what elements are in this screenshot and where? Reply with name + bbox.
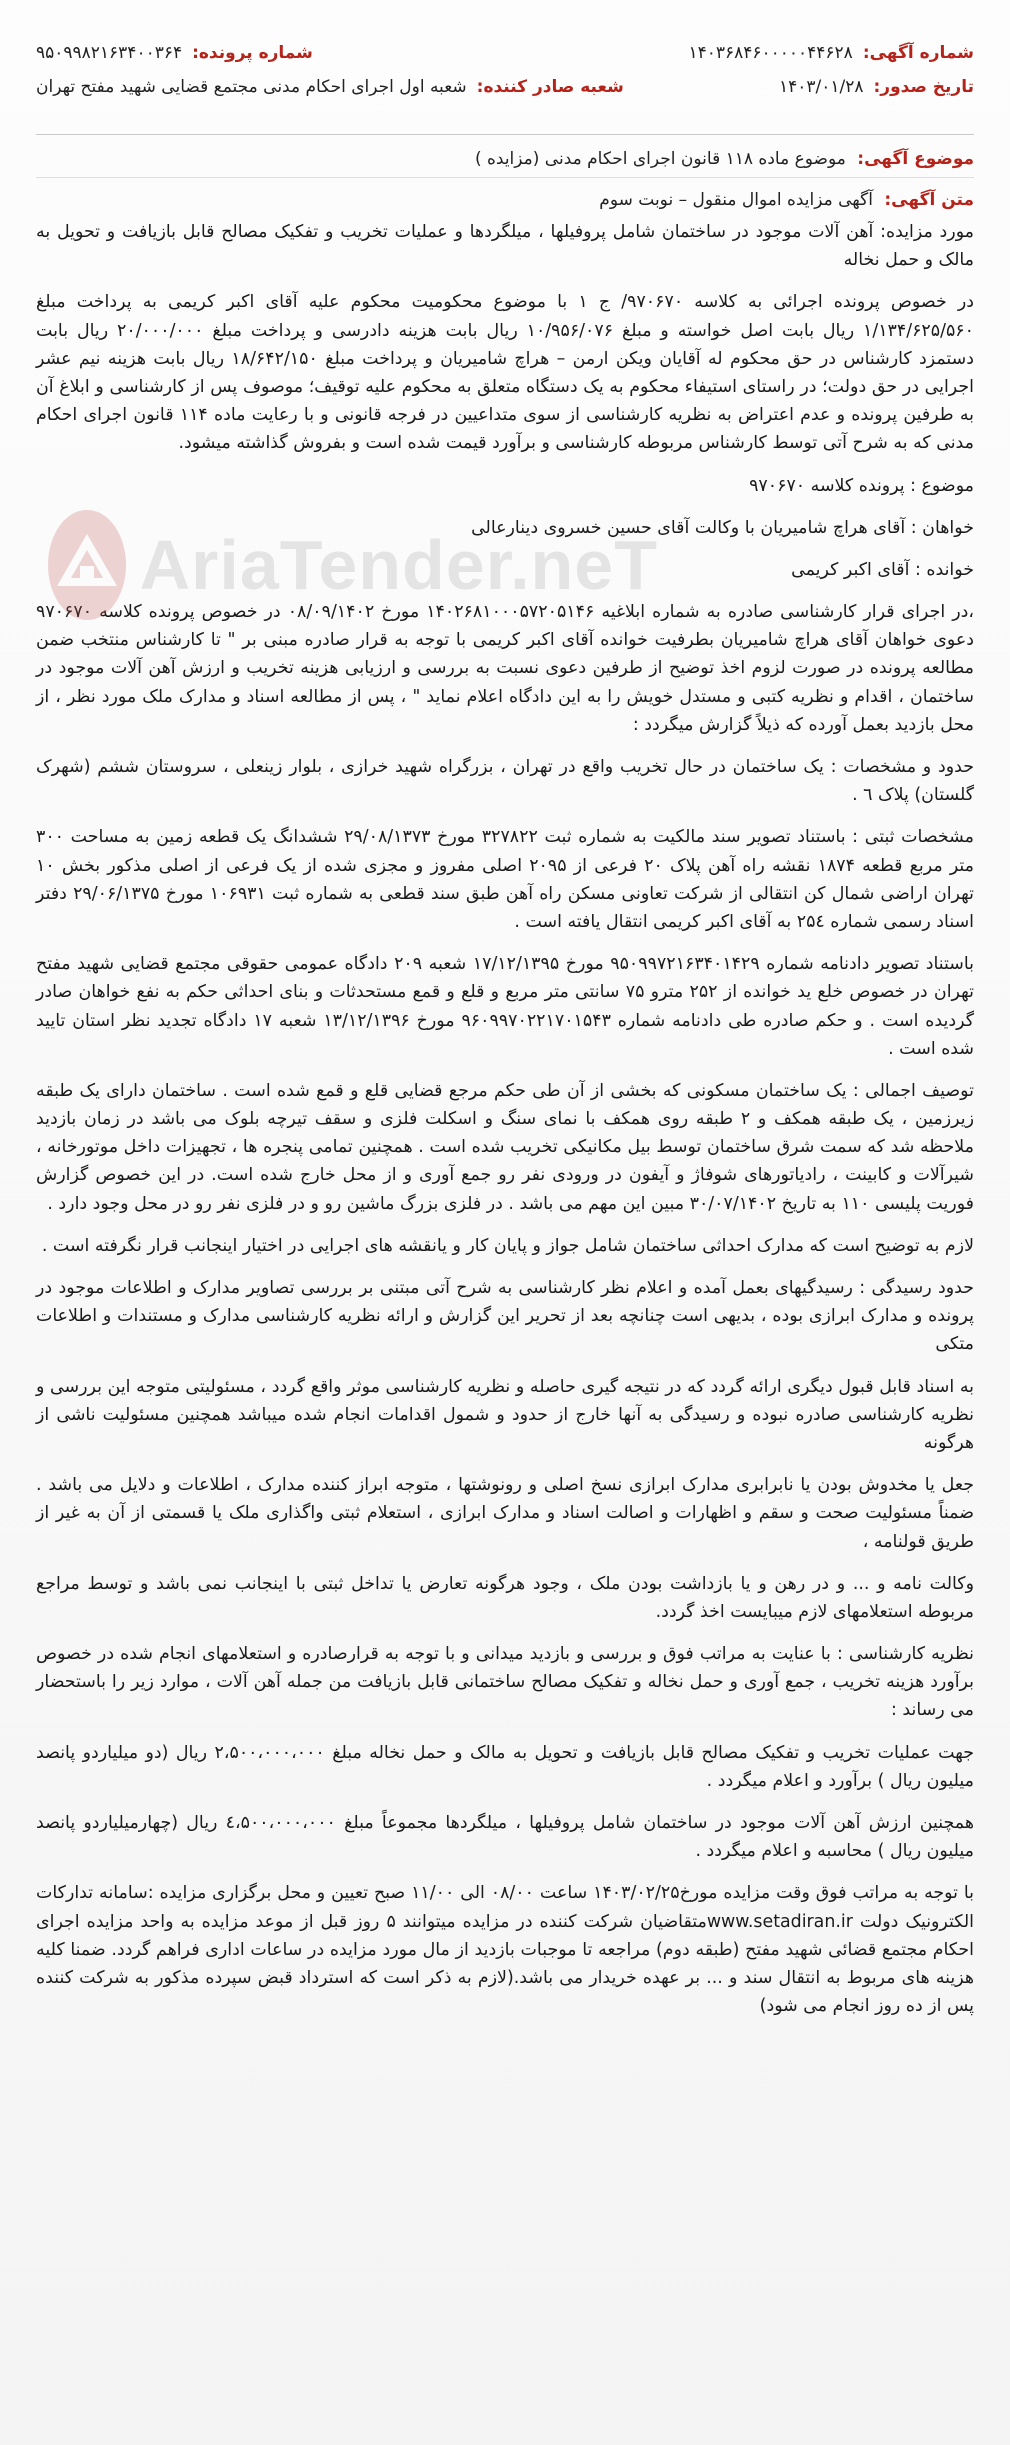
paragraph: حدود و مشخصات : یک ساختمان در حال تخریب واقع در تهران ، بزرگراه شهید خرازی ، بلوار زینعلی ، سروستان ششم (شهرک گلستان) پلاک ٦ . [36,757,974,806]
paragraph: وکالت نامه و ... و در رهن و یا بازداشت بودن ملک ، وجود هرگونه تعارض یا تداخل ثبتی با اینجانب نمی باشد و توسط مراجع مربوطه استعلامهای لازم میبایست اخذ گردد. [36,1573,974,1622]
paragraph: نظریه کارشناسی : با عنایت به مراتب فوق و بررسی و بازدید میدانی و با توجه به قرارصادره و استعلامهای انجام شده در خصوص برآورد هزینه تخریب ، جمع آوری و حمل نخاله و تفکیک مصالح ساختمانی قابل بازیافت من جمله آهن آلات ، موارد زیر را باستحضار می رساند : [36,1644,974,1721]
paragraph: باستناد تصویر دادنامه شماره ۹۵۰۹۹۷۲۱۶۳۴۰۱۴۲۹ مورخ ۱۷/۱۲/۱۳۹۵ شعبه ۲۰۹ دادگاه عمومی حقوقی مجتمع قضایی شهید مفتح تهران در خصوص خلع ید خوانده از ۲۵۲ مترو ۷۵ سانتی متر مربع و قلع و قمع مستحدثات و بنای احداثی حکم به نفع خواهان صادر گردیده است . و حکم صادره طی دادنامه شماره ۹۶۰۹۹۷۰۲۲۱۷۰۱۵۴۳ مورخ ۱۳/۱۲/۱۳۹۶ شعبه ۱۷ دادگاه تجدید نظر استان تایید شده است . [36,954,975,1059]
issue-date-value: ۱۴۰۳/۰۱/۲۸ [778,77,864,97]
paragraph: حدود رسیدگی : رسیدگیهای بعمل آمده و اعلام نظر کارشناسی به شرح آتی مبتنی بر بررسی تصاویر مدارک و اطلاعات موجود در پرونده و مدارک ابرازی بوده ، بدیهی است چنانچه بعد از تحریر این گزارش و ارائه نظریه کارشناسی مدارک و مستندات و اطلاعات متکی [36,1278,974,1355]
paragraph: موضوع : پرونده کلاسه ۹۷۰۶۷۰ [749,475,974,496]
issue-date-label: تاریخ صدور: [873,77,974,97]
text-title-label: متن آگهی: [884,190,974,210]
case-number [36,43,313,63]
meta-row-2 [36,70,974,104]
subject-label: موضوع آگهی: [857,149,974,169]
paragraph: با توجه به مراتب فوق وقت مزایده مورخ۱۴۰۳/۰۲/۲۵ ساعت ۰۸/۰۰ الی ۱۱/۰۰ صبح تعیین و محل برگزاری مزایده :سامانه تدارکات الکترونیک دولت www.setadiran.irمتقاضیان شرکت کننده در مزایده میتوانند ۵ روز قبل از موعد مزایده به واحد مزایده اجرای احکام مجتمع قضائی شهید مفتح (طبقه دوم) مراجعه تا موجبات بازدید از مال مورد مزایده در ساعات اداری فراهم گردد. ضمنا کلیه هزینه های مربوط به انتقال سند و ... بر عهده خریدار می باشد.(لازم به ذکر است که استرداد قبض سپرده مذکور به شرکت کننده پس از ده روز انجام می شود) [36,1883,975,2017]
paragraph: در خصوص پرونده اجرائی به کلاسه ۹۷۰۶۷۰/ ج ۱ با موضوع محکومیت محکوم علیه آقای اکبر کریمی به پرداخت مبلغ ۱/۱۳۴/۶۲۵/۵۶۰ ریال بابت اصل خواسته و مبلغ ۱۰/۹۵۶/۰۷۶ ریال بابت هزینه دادرسی و پرداخت مبلغ ۲۰/۰۰۰/۰۰۰ ریال بابت دستمزد کارشناس در حق محکوم له آقایان ویکن ارمن – هراچ شامیریان و پرداخت مبلغ ۱۸/۶۴۲/۱۵۰ ریال بابت هزینه نیم عشر اجرایی در حق دولت؛ در راستای استیفاء محکوم به یک دستگاه متعلق به محکوم علیه توقیف؛ موصوف پس از کارشناسی و ابلاغ آن به طرفین پرونده و عدم اعتراض به نظریه کارشناسی از سوی متداعیین در فرجه قانونی و با رعایت ماده ۱۱۴ قانون اجرای احکام مدنی که به شرح آتی توسط کارشناس مربوطه کارشناسی و برآورد قیمت شده است و بفروش گذاشته میشود. [36,292,974,454]
paragraph: توصیف اجمالی : یک ساختمان مسکونی که بخشی از آن طی حکم مرجع قضایی قلع و قمع شده است . ساختمان دارای یک طبقه زیرزمین ، یک طبقه همکف و ۲ طبقه روی همکف با نمای سنگ و اسکلت فلزی و سقف تیرچه بلوک می باشد در زمان بازدید ملاحظه شد که سمت شرق ساختمان توسط بیل مکانیکی تخریب شده است . همچنین تمامی پنجره ها ، تجهیزات داخل موتورخانه ، شیرآلات و کابینت ، رادیاتورهای شوفاژ و آیفون در ورودی نفر رو جمع آوری و از محل خارج شده است. در این خصوص گزارش فوریت پلیسی ۱۱۰ به تاریخ ۳۰/۰۷/۱۴۰۲ مبین این مهم می باشد . در فلزی بزرگ ماشین رو و در فلزی نفر رو در محل وجود دارد . [36,1080,974,1214]
paragraph: مشخصات ثبتی : باستناد تصویر سند مالکیت به شماره ثبت ۳۲۷۸۲۲ مورخ ۲۹/۰۸/۱۳۷۳ ششدانگ یک قطعه زمین به مساحت ۳۰۰ متر مربع قطعه ۱۸۷۴ نقشه راه آهن پلاک ۲۰ فرعی از ۲۰۹۵ اصلی مفروز و مجزی شده از یک فرعی از اصلی مذکور بخش ۱۰ تهران اراضی شمال کن انتقالی از شرکت تعاونی مسکن راه آهن طبق سند قطعی به شماره ثبت ۱۰۶۹۳۱ مورخ ۲۹/۰۶/۱۳۷۵ دفتر اسناد رسمی شماره ۲۵٤ به آقای اکبر کریمی انتقال یافته است . [36,827,974,932]
paragraph: جعل یا مخدوش بودن یا نابرابری مدارک ابرازی نسخ اصلی و رونوشتها ، متوجه ابراز کننده مدارک ، اطلاعات و دلایل می باشد . ضمناً مسئولیت صحت و سقم و اظهارات و اصالت اسناد و مدارک ابرازی ، استعلام ثبتی واگذاری ملک یا قسمتی از آن به غیر از طریق قولنامه ، [36,1475,974,1552]
text-title-line [36,190,974,210]
issue-date [779,77,974,97]
ad-number-value: ۱۴۰۳۶۸۴۶۰۰۰۰۰۴۴۶۲۸ [688,43,853,63]
watermark-text: AriaTender.neT [139,526,658,604]
case-number-value: ۹۵۰۹۹۸۲۱۶۳۴۰۰۳۶۴ [36,43,183,63]
paragraph: جهت عملیات تخریب و تفکیک مصالح قابل بازیافت و تحویل به مالک و حمل نخاله مبلغ ۲،۵۰۰،۰۰۰،۰۰۰ ریال (دو میلیاردو پانصد میلیون ریال ) برآورد و اعلام میگردد . [36,1742,975,1791]
paragraph: به اسناد قابل قبول دیگری ارائه گردد که در نتیجه گیری حاصله و نظریه کارشناسی موثر واقع گردد ، مسئولیتی متوجه این بررسی و نظریه کارشناسی صادره نبوده و رسیدگی به آنها خارج از حدود و شمول اقدامات انجام شده میباشد همچنین مسئولیت ناشی از هرگونه [36,1376,974,1453]
paragraph: لازم به توضیح است که مدارک احداثی ساختمان شامل جواز و پایان کار و یانقشه های اجرایی در اختیار اینجانب قرار نگرفته است . [41,1235,974,1256]
case-number-label: شماره پرونده: [192,43,313,63]
paragraph: خواهان : آقای هراچ شامیریان با وکالت آقای حسین خسروی دینارعالی [471,517,974,538]
issuer-label: شعبه صادر کننده: [476,77,624,97]
paragraph: مورد مزایده: آهن آلات موجود در ساختمان شامل پروفیلها ، میلگردها و عملیات تخریب و تفکیک مصالح قابل بازیافت و تحویل به مالک و حمل نخاله [36,222,974,271]
ad-meta [36,36,974,116]
subject-divider [36,177,974,178]
ad-number-label: شماره آگهی: [862,43,974,63]
paragraph: ،در اجرای قرار کارشناسی صادره به شماره ابلاغیه ۱۴۰۲۶۸۱۰۰۰۵۷۲۰۵۱۴۶ مورخ ۰۸/۰۹/۱۴۰۲ در خصوص پرونده کلاسه ۹۷۰۶۷۰ دعوی خواهان آقای هراچ شامیریان بطرفیت خوانده آقای اکبر کریمی با توجه به قرار صادره مبنی بر " تا کارشناس منتخب ضمن مطالعه پرونده در صورت لزوم اخذ توضیح از طرفین دعوی نسبت به بررسی و ارزیابی هزینه تخریب و ارزش آهن آلات موجود در ساختمان ، اقدام و نظریه کتبی و مستدل خویش را به این دادگاه اعلام نماید " ، پس از مطالعه اسناد و مدارک ملک مورد نظر ، از محل بازدید بعمل آورده که ذیلاً گزارش میگردد : [36,602,974,735]
ad-number [688,43,974,63]
header-divider [36,134,974,135]
paragraph: خوانده : آقای اکبر کریمی [791,559,974,580]
paragraph: همچنین ارزش آهن آلات موجود در ساختمان شامل پروفیلها ، میلگردها مجموعاً مبلغ ٤،۵۰۰،۰۰۰،۰۰۰ ریال (چهارمیلیاردو پانصد میلیون ریال ) محاسبه و اعلام میگردد . [36,1813,974,1862]
meta-row-1 [36,36,974,70]
issuer [36,77,624,97]
issuer-value: شعبه اول اجرای احکام مدنی مجتمع قضایی شهید مفتح تهران [36,77,467,97]
subject-value: موضوع ماده ۱۱۸ قانون اجرای احکام مدنی (مزایده ) [474,149,846,169]
text-title-value: آگهی مزایده اموال منقول – نوبت سوم [599,190,873,210]
subject-line [36,149,974,169]
